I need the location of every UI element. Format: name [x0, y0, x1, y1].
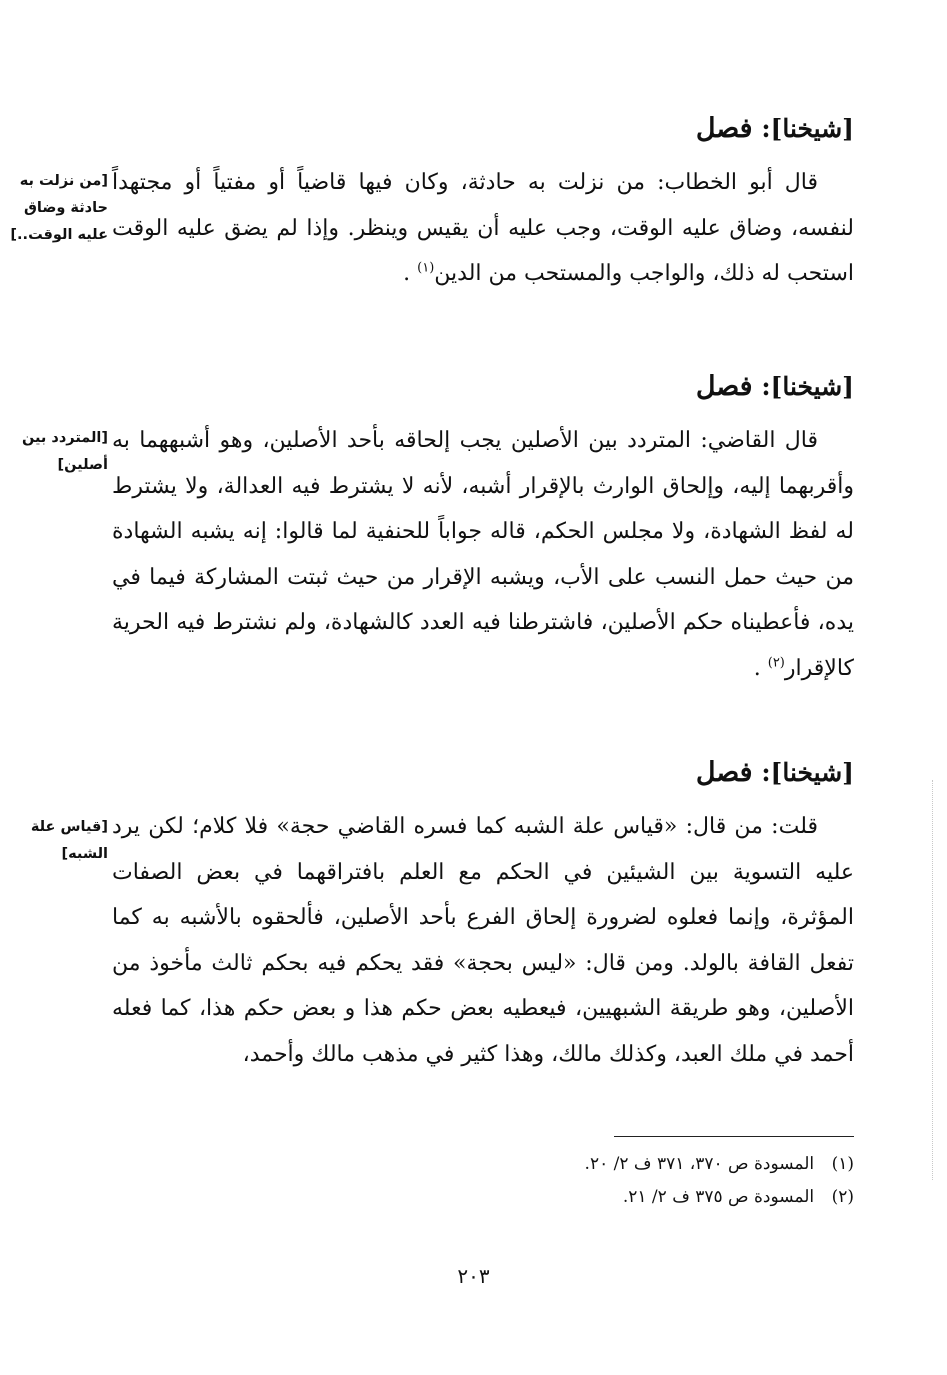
- heading-title: فصل: [695, 371, 753, 402]
- paragraph-text: قال أبو الخطاب: من نزلت به حادثة، وكان فيها قاضياً أو مفتياً أو مجتهداً لنفسه، وضاق عليه الوقت، وجب عليه أن يقيس وينظر. وإذا لم يضق عليه الوقت استحب له ذلك، والواجب والمستحب من الدين: [112, 170, 854, 286]
- section-heading-2: [112, 370, 854, 404]
- footnote-text: المسودة ص ٣٧٥ ف ٢/ ٢١.: [622, 1187, 815, 1207]
- footnote-number: (٢): [831, 1187, 854, 1207]
- margin-note-1: [من نزلت به حادثة وضاق عليه الوقت..]: [10, 173, 108, 243]
- paragraph: [112, 418, 854, 691]
- scan-edge: [932, 780, 933, 1180]
- heading-bracket: [شيخنا]:: [761, 372, 854, 401]
- margin-note-2: [المتردد بين أصلين]: [21, 430, 108, 473]
- paragraph: [112, 160, 854, 297]
- footnote-divider: [614, 1136, 854, 1137]
- footnote-ref: (٢): [767, 655, 785, 671]
- heading-bracket: [شيخنا]:: [761, 114, 854, 143]
- section-heading-3: [112, 756, 854, 790]
- paragraph: [112, 804, 854, 1077]
- heading-bracket: [شيخنا]:: [761, 758, 854, 787]
- paragraph-end: .: [753, 655, 768, 681]
- heading-title: فصل: [695, 757, 753, 788]
- margin-note-3: [قياس علة الشبه]: [30, 819, 108, 862]
- footnote-text: المسودة ص ٣٧٠، ٣٧١ ف ٢/ ٢٠.: [584, 1154, 815, 1174]
- footnotes: [112, 1148, 854, 1214]
- footnote-ref: (١): [417, 260, 435, 276]
- heading-title: فصل: [695, 113, 753, 144]
- footnote-1: [112, 1148, 854, 1181]
- section-heading-1: [112, 112, 854, 146]
- section-body-1: [112, 160, 854, 297]
- footnote-2: [112, 1181, 854, 1214]
- paragraph-text: قلت: من قال: «قياس علة الشبه كما فسره القاضي حجة» فلا كلام؛ لكن يرد عليه التسوية بين الشيئين في الحكم مع العلم بافتراقهما في بعض الصفات المؤثرة، وإنما فعلوه لضرورة إلحاق الفرع بأحد الأصلين، فألحقوه بالأشبه به كما تفعل القافة بالولد. ومن قال: «ليس بحجة» فقد يحكم فيه بحكم ثالث مأخوذ من الأصلين، وهو طريقة الشبهيين، فيعطيه بعض حكم هذا و بعض حكم هذا، كما فعله أحمد في ملك العبد، وكذلك مالك، وهذا كثير في مذهب مالك وأحمد،: [112, 814, 854, 1067]
- section-body-3: [112, 804, 854, 1077]
- paragraph-text: قال القاضي: المتردد بين الأصلين يجب إلحاقه بأحد الأصلين، وهو أشبههما به وأقربهما إليه، وإلحاق الوارث بالإقرار أشبه، لأنه لا يشترط فيه العدالة، ولا يشترط له لفظ الشهادة، ولا مجلس الحكم، قاله جواباً للحنفية لما قالوا: إنه يشبه الشهادة من حيث حمل النسب على الأب، ويشبه الإقرار من حيث ثبتت المشاركة فيما في يده، فأعطيناه حكم الأصلين، فاشترطنا فيه العدد كالشهادة، ولم نشترط فيه الحرية كالإقرار: [112, 428, 854, 681]
- section-body-2: [112, 418, 854, 691]
- paragraph-end: .: [403, 261, 418, 286]
- footnote-number: (١): [831, 1154, 854, 1174]
- page-number: ٢٠٣: [457, 1264, 490, 1288]
